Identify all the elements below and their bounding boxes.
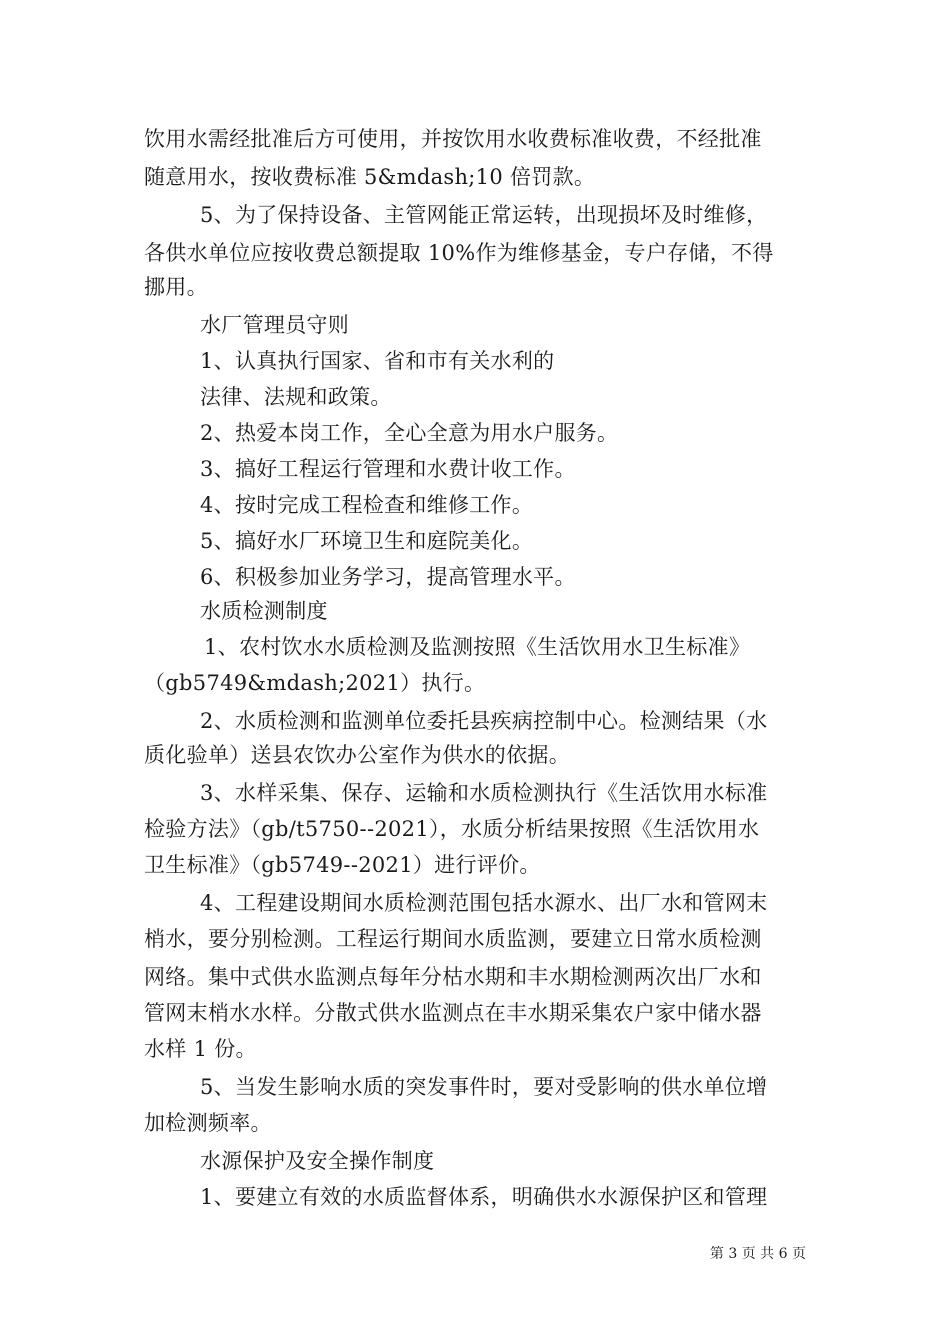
section-heading: 水质检测制度 [200, 599, 328, 623]
text-line: 2、热爱本岗工作，全心全意为用水户服务。 [200, 421, 619, 445]
text-line: 梢水，要分别检测。工程运行期间水质监测，要建立日常水质检测 [144, 927, 762, 951]
text-line: 3、搞好工程运行管理和水费计收工作。 [200, 457, 576, 481]
section-heading: 水厂管理员守则 [200, 313, 350, 337]
text-line: 检验方法》（gb/t5750--2021），水质分析结果按照《生活饮用水 [144, 817, 760, 841]
text-line: 质化验单）送县农饮办公室作为供水的依据。 [144, 743, 570, 767]
text-line: 4、按时完成工程检查和维修工作。 [200, 493, 534, 517]
section-heading: 水源保护及安全操作制度 [200, 1149, 435, 1173]
text-line: 3、水样采集、保存、运输和水质检测执行《生活饮用水标准 [200, 781, 768, 805]
text-line: 管网末梢水水样。分散式供水监测点在丰水期采集农户家中储水器 [144, 1001, 762, 1025]
page-number: 第 3 页 共 6 页 [709, 1246, 806, 1262]
text-line: 2、水质检测和监测单位委托县疾病控制中心。检测结果（水 [200, 709, 768, 733]
text-line: （gb5749&mdash;2021）执行。 [144, 671, 486, 695]
text-line: 饮用水需经批准后方可使用，并按饮用水收费标准收费，不经批准 [144, 127, 762, 151]
text-line: 5、搞好水厂环境卫生和庭院美化。 [200, 529, 534, 553]
text-line: 挪用。 [144, 275, 208, 299]
text-line: 1、认真执行国家、省和市有关水利的 [200, 349, 555, 373]
text-line: 1、农村饮水水质检测及监测按照《生活饮用水卫生标准》 [204, 635, 751, 659]
text-line: 5、当发生影响水质的突发事件时，要对受影响的供水单位增 [200, 1075, 768, 1099]
text-line: 网络。集中式供水监测点每年分枯水期和丰水期检测两次出厂水和 [144, 965, 762, 989]
text-line: 加检测频率。 [144, 1111, 272, 1135]
text-line: 卫生标准》（gb5749--2021）进行评价。 [144, 853, 541, 877]
text-line: 水样 1 份。 [144, 1037, 257, 1061]
text-line: 5、为了保持设备、主管网能正常运转，出现损坏及时维修， [200, 203, 768, 227]
text-line: 各供水单位应按收费总额提取 10%作为维修基金，专户存储，不得 [144, 241, 774, 265]
text-line: 1、要建立有效的水质监督体系，明确供水水源保护区和管理 [200, 1185, 768, 1209]
text-line: 6、积极参加业务学习，提高管理水平。 [200, 565, 576, 589]
text-line: 法律、法规和政策。 [200, 385, 392, 409]
text-line: 随意用水，按收费标准 5&mdash;10 倍罚款。 [144, 165, 596, 189]
text-line: 4、工程建设期间水质检测范围包括水源水、出厂水和管网末 [200, 891, 768, 915]
